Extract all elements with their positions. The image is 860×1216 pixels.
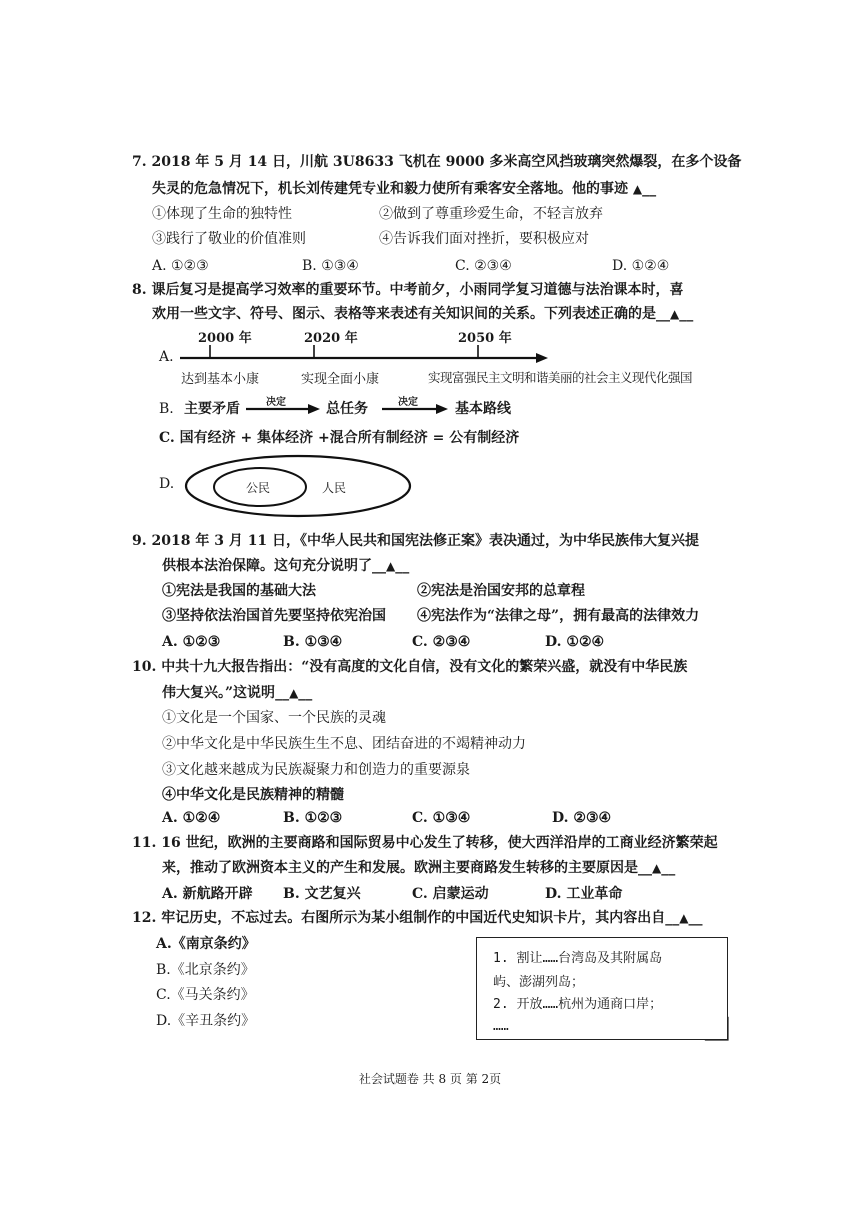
q7-stem-line1: 7. 2018 年 5 月 14 日，川航 3U8633 飞机在 9000 多米高空风挡玻璃突然爆裂，在多个设备 <box>132 154 742 170</box>
answer-blank-triangle: ▲ <box>386 559 396 573</box>
b-arrow-label-1: 决定 <box>266 397 286 408</box>
answer-blank-triangle: ▲ <box>679 911 689 925</box>
q11-stem-line1: 11. 16 世纪，欧洲的主要商路和国际贸易中心发生了转移，使大西洋沿岸的工商业经济繁荣起 <box>132 835 718 851</box>
q12-choice-c: C.《马关条约》 <box>156 987 255 1003</box>
q7-choice-d: D. ①②④ <box>612 258 670 274</box>
q9-stem-line1: 9. 2018 年 3 月 11 日，《中华人民共和国宪法修正案》表决通过，为中华民族伟大复兴提 <box>132 533 700 549</box>
b-item-general-task: 总任务 <box>326 401 368 417</box>
q10-stem-line1: 10. 中共十九大报告指出：“没有高度的文化自信，没有文化的繁荣兴盛，就没有中华民族 <box>132 659 688 675</box>
q10-option-1: ①文化是一个国家、一个民族的灵魂 <box>162 710 386 726</box>
q9-choice-a: A. ①②③ <box>162 634 221 650</box>
q11-choice-d: D. 工业革命 <box>545 886 623 902</box>
q11-choice-a: A. 新航路开辟 <box>162 886 253 902</box>
answer-blank-triangle: ▲ <box>289 686 299 700</box>
q9-choice-c: C. ②③④ <box>412 634 471 650</box>
q10-option-2: ②中华文化是中华民族生生不息、团结奋进的不竭精神动力 <box>162 736 526 752</box>
q10-option-4: ④中华文化是民族精神的精髓 <box>162 787 344 803</box>
q7-option-4: ④告诉我们面对挫折，要积极应对 <box>379 231 589 247</box>
q10-choice-d: D. ②③④ <box>552 810 612 826</box>
timeline-caption-2000: 达到基本小康 <box>181 372 260 387</box>
timeline-caption-2050: 实现富强民主文明和谐美丽的社会主义现代化强国 <box>428 370 693 385</box>
q11-choice-b: B. 文艺复兴 <box>283 886 361 902</box>
q7-choice-c: C. ②③④ <box>455 258 512 274</box>
b-arrow-label-2: 决定 <box>398 397 418 408</box>
q8-option-b-label: B. <box>159 401 174 417</box>
decide-arrowhead-2 <box>436 404 448 414</box>
timeline-caption-2020: 实现全面小康 <box>301 372 380 387</box>
card-line-2: 屿、澎湖列岛； <box>493 975 585 990</box>
page-footer: 社会试题卷 共 8 页 第 2页 <box>358 1072 502 1086</box>
q10-choice-b: B. ①②③ <box>283 810 343 826</box>
q9-choice-b: B. ①③④ <box>283 634 343 650</box>
q8-stem-line2: 欢用一些文字、符号、图示、表格等来表述有关知识间的关系。下列表述正确的是__▲__ <box>152 306 694 322</box>
q8-stem-line1: 8. 课后复习是提高学习效率的重要环节。中考前夕，小雨同学复习道德与法治课本时，喜 <box>132 282 684 298</box>
q7-option-2: ②做到了尊重珍爱生命，不轻言放弃 <box>379 206 603 222</box>
q11-choice-c: C. 启蒙运动 <box>412 886 489 902</box>
q9-choice-d: D. ①②④ <box>545 634 605 650</box>
q7-option-3: ③践行了敬业的价值准则 <box>152 231 306 247</box>
ellipse-label-people: 人民 <box>322 481 347 495</box>
card-line-4: …… <box>493 1019 509 1034</box>
q12-choice-a: A.《南京条约》 <box>156 936 256 952</box>
q12-stem-line1: 12. 牢记历史，不忘过去。右图所示为某小组制作的中国近代史知识卡片，其内容出自__▲__ <box>132 910 703 926</box>
answer-blank-triangle: ▲ <box>632 182 643 196</box>
q9-option-3: ③坚持依法治国首先要坚持依宪治国 <box>162 608 386 624</box>
ellipse-label-citizen: 公民 <box>246 481 271 495</box>
card-line-1: 1. 割让……台湾岛及其附属岛 <box>493 951 663 966</box>
q7-stem-line2: 失灵的危急情况下，机长刘传建凭专业和毅力使所有乘客安全落地。他的事迹 ▲__ <box>152 181 657 197</box>
q7-option-1: ①体现了生命的独特性 <box>152 206 292 222</box>
q9-stem-line2: 供根本法治保障。这句充分说明了__▲__ <box>162 558 410 574</box>
q9-option-2: ②宪法是治国安邦的总章程 <box>417 583 585 599</box>
q9-option-1: ①宪法是我国的基础大法 <box>162 583 316 599</box>
b-item-main-contradiction: 主要矛盾 <box>184 401 240 417</box>
q7-choice-a: A. ①②③ <box>152 258 209 274</box>
q10-stem-line2: 伟大复兴。”这说明__▲__ <box>162 685 313 701</box>
q10-choice-a: A. ①②④ <box>162 810 221 826</box>
q11-stem-line2: 来，推动了欧洲资本主义的产生和发展。欧洲主要商路发生转移的主要原因是__▲__ <box>162 860 676 876</box>
history-knowledge-card <box>476 937 728 1040</box>
q7-choice-b: B. ①③④ <box>302 258 359 274</box>
outer-ellipse-people <box>186 456 410 516</box>
card-line-3: 2. 开放……杭州为通商口岸； <box>493 997 663 1012</box>
answer-blank-triangle: ▲ <box>652 861 662 875</box>
answer-blank-triangle: ▲ <box>670 307 680 321</box>
q10-option-3: ③文化越来越成为民族凝聚力和创造力的重要源泉 <box>162 762 470 778</box>
timeline-year-2050: 2050 年 <box>458 331 512 346</box>
q10-choice-c: C. ①③④ <box>412 810 471 826</box>
q8-option-a-label: A. <box>159 349 174 365</box>
q12-choice-b: B.《北京条约》 <box>156 962 255 978</box>
q8-option-c: C. 国有经济 + 集体经济 +混合所有制经济 = 公有制经济 <box>159 430 520 446</box>
q12-choice-d: D.《辛丑条约》 <box>156 1013 256 1029</box>
timeline-year-2020: 2020 年 <box>304 331 358 346</box>
timeline-arrowhead <box>536 353 548 363</box>
decide-arrowhead-1 <box>308 404 320 414</box>
b-item-basic-line: 基本路线 <box>455 401 511 417</box>
q9-option-4: ④宪法作为“法律之母”，拥有最高的法律效力 <box>417 608 700 624</box>
q8-option-d-label: D. <box>159 476 175 492</box>
timeline-year-2000: 2000 年 <box>198 331 252 346</box>
